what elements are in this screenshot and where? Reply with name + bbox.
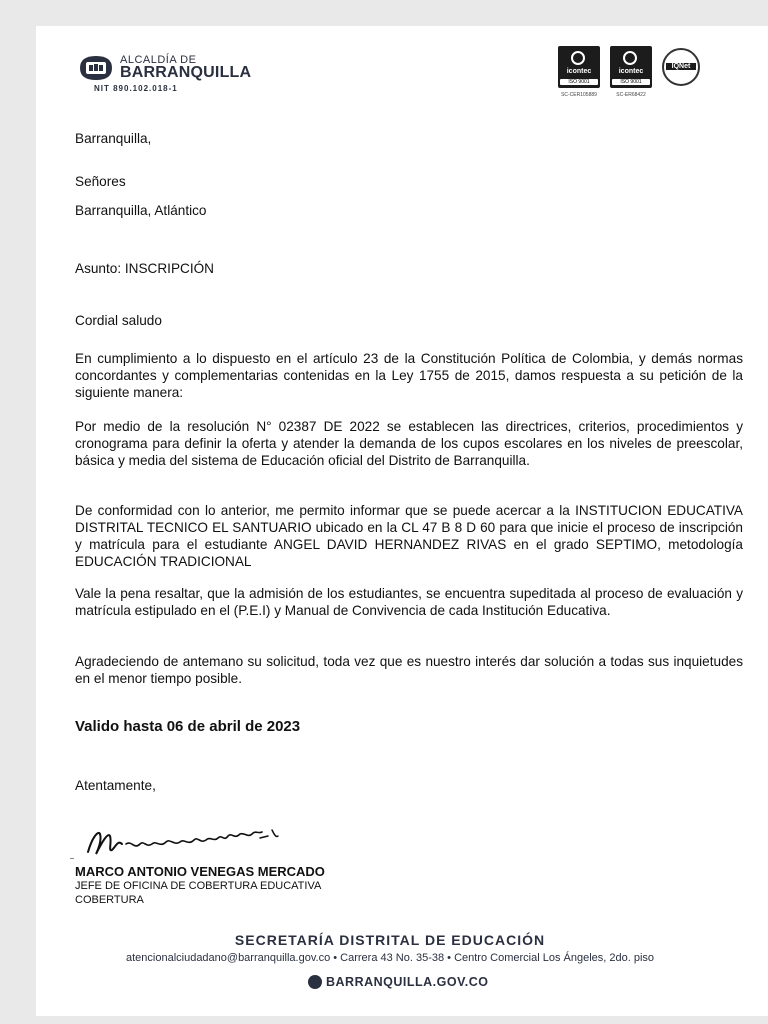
city-emblem-icon [76, 52, 116, 84]
iqnet-label: IQNet [666, 63, 696, 70]
icontec-badge-2 [610, 46, 652, 88]
addressee: Señores [75, 174, 126, 189]
logo-line-1: ALCALDÍA DE [120, 54, 197, 66]
city-line: Barranquilla, [75, 131, 152, 146]
handwritten-signature [82, 820, 292, 862]
cert-brand: icontec [618, 68, 644, 75]
signer-name: MARCO ANTONIO VENEGAS MERCADO [75, 864, 325, 879]
iqnet-badge [662, 48, 700, 86]
signer-title: JEFE DE OFICINA DE COBERTURA EDUCATIVA [75, 880, 322, 892]
cert-iso: ISO 9001 [560, 79, 598, 85]
addressee-location: Barranquilla, Atlántico [75, 203, 207, 218]
icontec-logo-icon [571, 51, 585, 65]
icontec-logo-icon [623, 51, 637, 65]
cert-code: SC-CER105889 [561, 92, 597, 98]
greeting: Cordial saludo [75, 313, 162, 328]
closing: Atentamente, [75, 778, 156, 793]
body-paragraph-3: De conformidad con lo anterior, me permito informar que se puede acercar a la INSTITUCION EDUCATIVA DISTRITAL TECNICO EL SANTUARIO ubicado en la CL 47 B 8 D 60 para que inicie el proceso de inscripción y matrícula para el estudiante ANGEL DAVID HERNANDEZ RIVAS en el grado SEPTIMO, metodología EDUCACIÓN TRADICIONAL [75, 503, 743, 569]
cert-code: SC-ER68422 [616, 92, 646, 98]
footer-title: SECRETARÍA DISTRITAL DE EDUCACIÓN [234, 932, 546, 948]
body-paragraph-1: En cumplimiento a lo dispuesto en el artículo 23 de la Constitución Política de Colombia, y demás normas concordantes y complementarias contenidas en la Ley 1755 de 2015, damos respuesta a su petición de la siguiente manera: [75, 351, 743, 400]
alcaldia-logo [76, 50, 276, 96]
signature-mark [70, 858, 74, 859]
website-url: BARRANQUILLA.GOV.CO [326, 975, 489, 989]
body-paragraph-4: Vale la pena resaltar, que la admisión de los estudiantes, se encuentra supeditada al proceso de evaluación y matrícula estipulado en el (P.E.I) y Manual de Convivencia de cada Institución Educativa. [75, 586, 743, 618]
city-emblem-icon [308, 975, 322, 989]
cert-brand: icontec [566, 68, 592, 75]
logo-line-2: BARRANQUILLA [120, 64, 252, 81]
body-paragraph-2: Por medio de la resolución N° 02387 DE 2022 se establecen las directrices, criterios, procedimientos y cronograma para definir la oferta y atender la demanda de los cupos escolares en los niveles de preescolar, básica y media del sistema de Educación oficial del Distrito de Barranquilla. [75, 419, 743, 468]
icontec-badge-1 [558, 46, 600, 88]
body-paragraph-5: Agradeciendo de antemano su solicitud, toda vez que es nuestro interés dar solución a todas sus inquietudes en el menor tiempo posible. [75, 654, 743, 686]
footer-contact: atencionalciudadano@barranquilla.gov.co • Carrera 43 No. 35-38 • Centro Comercial Los Ángeles, 2do. piso [125, 952, 655, 964]
validity-date: Valido hasta 06 de abril de 2023 [75, 718, 301, 735]
subject-line: Asunto: INSCRIPCIÓN [75, 261, 214, 276]
signer-department: COBERTURA [75, 894, 144, 906]
nit-number: NIT 890.102.018-1 [94, 84, 178, 93]
cert-iso: ISO 9001 [612, 79, 650, 85]
